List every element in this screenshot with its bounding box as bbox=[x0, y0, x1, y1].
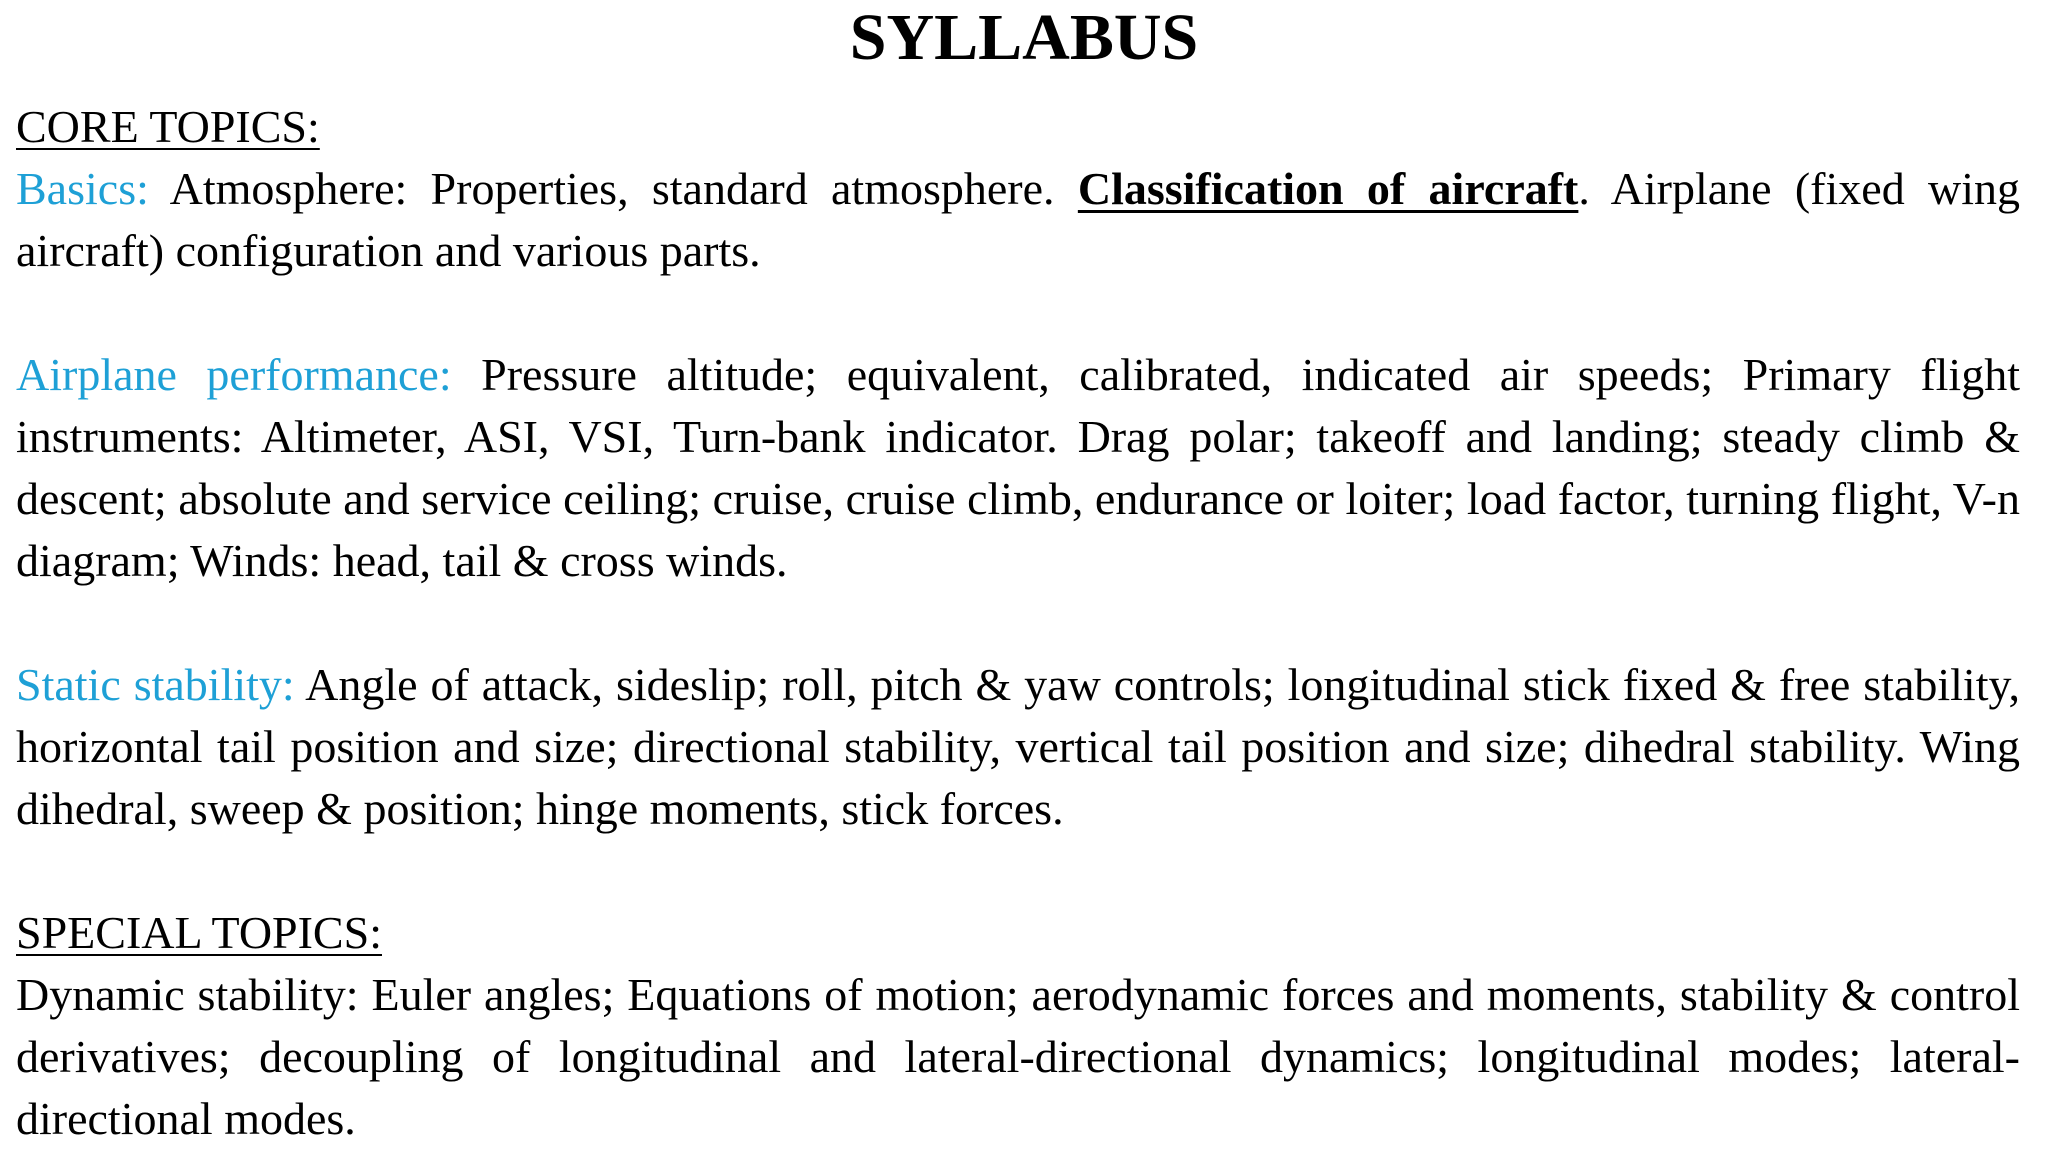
basics-text-before: Atmosphere: Properties, standard atmosphere. bbox=[148, 163, 1078, 214]
page-title: SYLLABUS bbox=[849, 1, 1199, 74]
basics-label: Basics: bbox=[16, 163, 149, 214]
static-stability-label: Static stability: bbox=[16, 659, 295, 710]
syllabus-content bbox=[16, 96, 2020, 1150]
performance-paragraph bbox=[16, 344, 2020, 592]
paragraph-spacer bbox=[16, 840, 2020, 902]
performance-text: Pressure altitude; equivalent, calibrated, indicated air speeds; Primary flight instruments: Altimeter, ASI, VSI, Turn-bank indicator. Drag polar; takeoff and landing; steady climb & descent; absolute and service ceiling; cruise, cruise climb, endurance or loiter; load factor, turning flight, V-n diagram; Winds: head, tail & cross winds. bbox=[16, 349, 2020, 586]
paragraph-spacer bbox=[16, 592, 2020, 654]
paragraph-spacer bbox=[16, 282, 2020, 344]
static-stability-text: Angle of attack, sideslip; roll, pitch & yaw controls; longitudinal stick fixed & free stability, horizontal tail position and size; directional stability, vertical tail position and size; dihedral stability. Wing dihedral, sweep & position; hinge moments, stick forces. bbox=[16, 659, 2021, 834]
static-stability-paragraph bbox=[16, 654, 2020, 840]
dynamic-stability-paragraph: Dynamic stability: Euler angles; Equations of motion; aerodynamic forces and moments, stability & control derivatives; decoupling of longitudinal and lateral-directional dynamics; longitudinal modes; lateral-directional modes. bbox=[16, 969, 2020, 1144]
core-topics-heading: CORE TOPICS: bbox=[16, 101, 320, 152]
basics-paragraph bbox=[16, 158, 2020, 282]
classification-emphasis: Classification of aircraft bbox=[1077, 163, 1579, 214]
special-topics-heading: SPECIAL TOPICS: bbox=[16, 907, 382, 958]
performance-label: Airplane performance: bbox=[16, 349, 452, 400]
basics-text-after: . Airplane (fixed wing aircraft) configuration and various parts. bbox=[16, 163, 2020, 276]
